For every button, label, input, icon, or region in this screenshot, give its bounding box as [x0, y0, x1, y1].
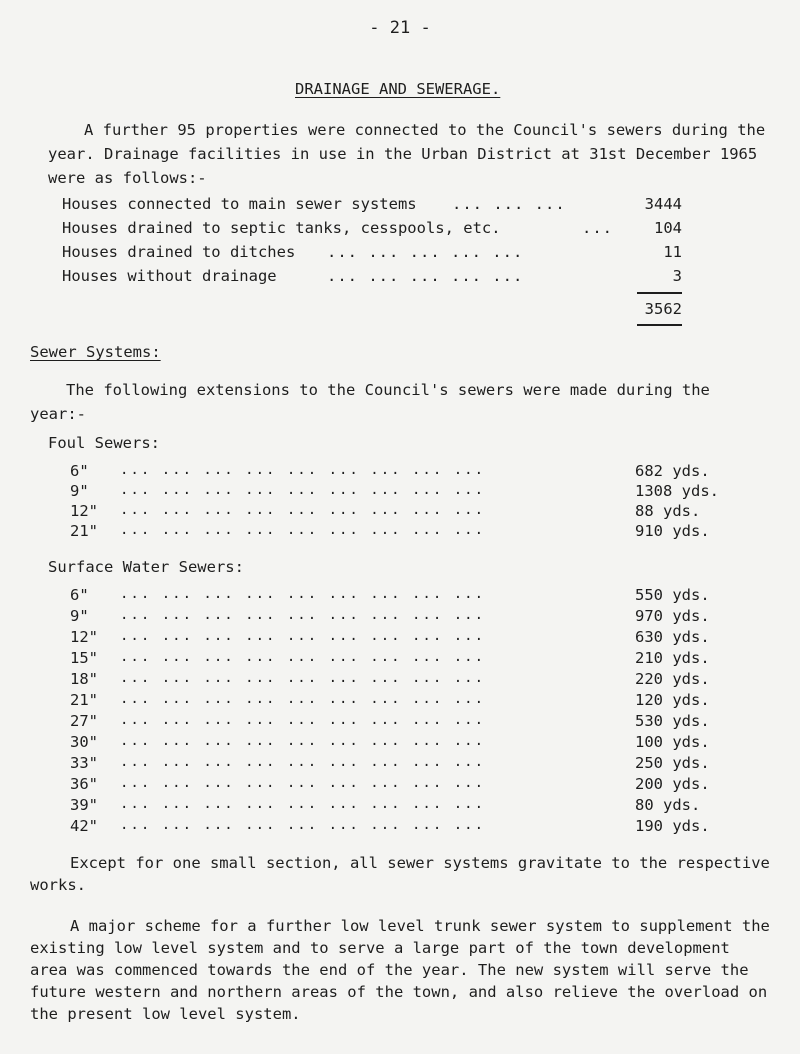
foul-sewers-heading: Foul Sewers:: [48, 434, 160, 452]
total-rule: [637, 324, 682, 326]
leader-dots: ...: [582, 219, 613, 237]
pipe-size: 39": [70, 796, 98, 814]
pipe-length: 550 yds.: [635, 586, 710, 604]
section-heading: DRAINAGE AND SEWERAGE.: [295, 80, 501, 98]
pipe-size: 42": [70, 817, 98, 835]
leader-dots: ... ... ... ... ... ... ... ... ...: [120, 522, 486, 538]
drainage-value: 3: [672, 267, 682, 285]
drainage-row: [62, 267, 682, 291]
leader-dots: ... ... ... ... ... ... ... ... ...: [120, 628, 486, 644]
surface-sewer-row: [70, 670, 770, 690]
extensions-paragraph: The following extensions to the Council's sewers were made during the year:-: [30, 381, 710, 423]
pipe-size: 12": [70, 628, 98, 646]
leader-dots: ... ... ...: [452, 195, 566, 213]
leader-dots: ... ... ... ... ... ... ... ... ...: [120, 502, 486, 518]
pipe-length: 120 yds.: [635, 691, 710, 709]
surface-sewer-row: [70, 628, 770, 648]
foul-sewer-row: [70, 482, 770, 502]
pipe-size: 21": [70, 522, 98, 540]
leader-dots: ... ... ... ... ... ... ... ... ...: [120, 817, 486, 833]
pipe-length: 250 yds.: [635, 754, 710, 772]
leader-dots: ... ... ... ... ... ... ... ... ...: [120, 775, 486, 791]
surface-sewer-row: [70, 607, 770, 627]
leader-dots: ... ... ... ... ... ... ... ... ...: [120, 649, 486, 665]
drainage-row: [62, 243, 682, 267]
pipe-size: 27": [70, 712, 98, 730]
leader-dots: ... ... ... ... ... ... ... ... ...: [120, 670, 486, 686]
pipe-length: 910 yds.: [635, 522, 710, 540]
surface-sewer-row: [70, 712, 770, 732]
foul-sewer-row: [70, 502, 770, 522]
scheme-paragraph: A major scheme for a further low level trunk sewer system to supplement the existing low level system and to serve a large part of the town development area was commenced towards the end of the year. The new system will serve the future western and northern areas of the town, and also relieve the overload on the present low level system.: [30, 917, 770, 1023]
leader-dots: ... ... ... ... ... ... ... ... ...: [120, 712, 486, 728]
pipe-size: 6": [70, 586, 89, 604]
surface-sewer-row: [70, 817, 770, 837]
pipe-length: 100 yds.: [635, 733, 710, 751]
foul-sewer-row: [70, 522, 770, 542]
gravitate-paragraph: Except for one small section, all sewer systems gravitate to the respective works.: [30, 854, 770, 894]
drainage-row: [62, 195, 682, 219]
pipe-length: 682 yds.: [635, 462, 710, 480]
pipe-length: 190 yds.: [635, 817, 710, 835]
leader-dots: ... ... ... ... ... ... ... ... ...: [120, 733, 486, 749]
leader-dots: ... ... ... ... ... ... ... ... ...: [120, 462, 486, 478]
drainage-value: 104: [654, 219, 682, 237]
pipe-size: 6": [70, 462, 89, 480]
drainage-label: Houses drained to septic tanks, cesspools, etc.: [62, 219, 501, 237]
surface-sewer-row: [70, 775, 770, 795]
leader-dots: ... ... ... ... ... ... ... ... ...: [120, 607, 486, 623]
pipe-length: 970 yds.: [635, 607, 710, 625]
pipe-length: 530 yds.: [635, 712, 710, 730]
leader-dots: ... ... ... ... ... ... ... ... ...: [120, 691, 486, 707]
surface-sewer-row: [70, 586, 770, 606]
pipe-length: 220 yds.: [635, 670, 710, 688]
drainage-label: Houses without drainage: [62, 267, 277, 285]
pipe-size: 33": [70, 754, 98, 772]
pipe-size: 9": [70, 607, 89, 625]
surface-sewer-row: [70, 733, 770, 753]
page-number: - 21 -: [369, 18, 431, 38]
pipe-length: 210 yds.: [635, 649, 710, 667]
pipe-size: 21": [70, 691, 98, 709]
pipe-length: 1308 yds.: [635, 482, 719, 500]
pipe-length: 200 yds.: [635, 775, 710, 793]
surface-sewer-row: [70, 649, 770, 669]
surface-sewer-row: [70, 796, 770, 816]
leader-dots: ... ... ... ... ... ... ... ... ...: [120, 586, 486, 602]
surface-sewer-row: [70, 754, 770, 774]
leader-dots: ... ... ... ... ... ... ... ... ...: [120, 754, 486, 770]
leader-dots: ... ... ... ... ...: [327, 243, 524, 261]
pipe-size: 9": [70, 482, 89, 500]
pipe-size: 36": [70, 775, 98, 793]
drainage-label: Houses connected to main sewer systems: [62, 195, 417, 213]
intro-paragraph: A further 95 properties were connected to the Council's sewers during the year. Drainage facilities in use in the Urban District at 31st December 1965 were as follows:-: [48, 121, 766, 187]
sum-rule: [637, 292, 682, 294]
drainage-value: 3444: [644, 195, 682, 213]
pipe-length: 630 yds.: [635, 628, 710, 646]
drainage-label: Houses drained to ditches: [62, 243, 296, 261]
sewer-systems-heading: Sewer Systems:: [30, 343, 161, 361]
leader-dots: ... ... ... ... ... ... ... ... ...: [120, 796, 486, 812]
drainage-value: 11: [663, 243, 682, 261]
drainage-total: 3562: [644, 300, 682, 318]
pipe-length: 80 yds.: [635, 796, 701, 814]
leader-dots: ... ... ... ... ... ... ... ... ...: [120, 482, 486, 498]
pipe-length: 88 yds.: [635, 502, 701, 520]
pipe-size: 30": [70, 733, 98, 751]
pipe-size: 15": [70, 649, 98, 667]
pipe-size: 12": [70, 502, 98, 520]
foul-sewer-row: [70, 462, 770, 482]
leader-dots: ... ... ... ... ...: [327, 267, 524, 285]
surface-sewers-heading: Surface Water Sewers:: [48, 558, 244, 576]
drainage-row: [62, 219, 682, 243]
pipe-size: 18": [70, 670, 98, 688]
surface-sewer-row: [70, 691, 770, 711]
